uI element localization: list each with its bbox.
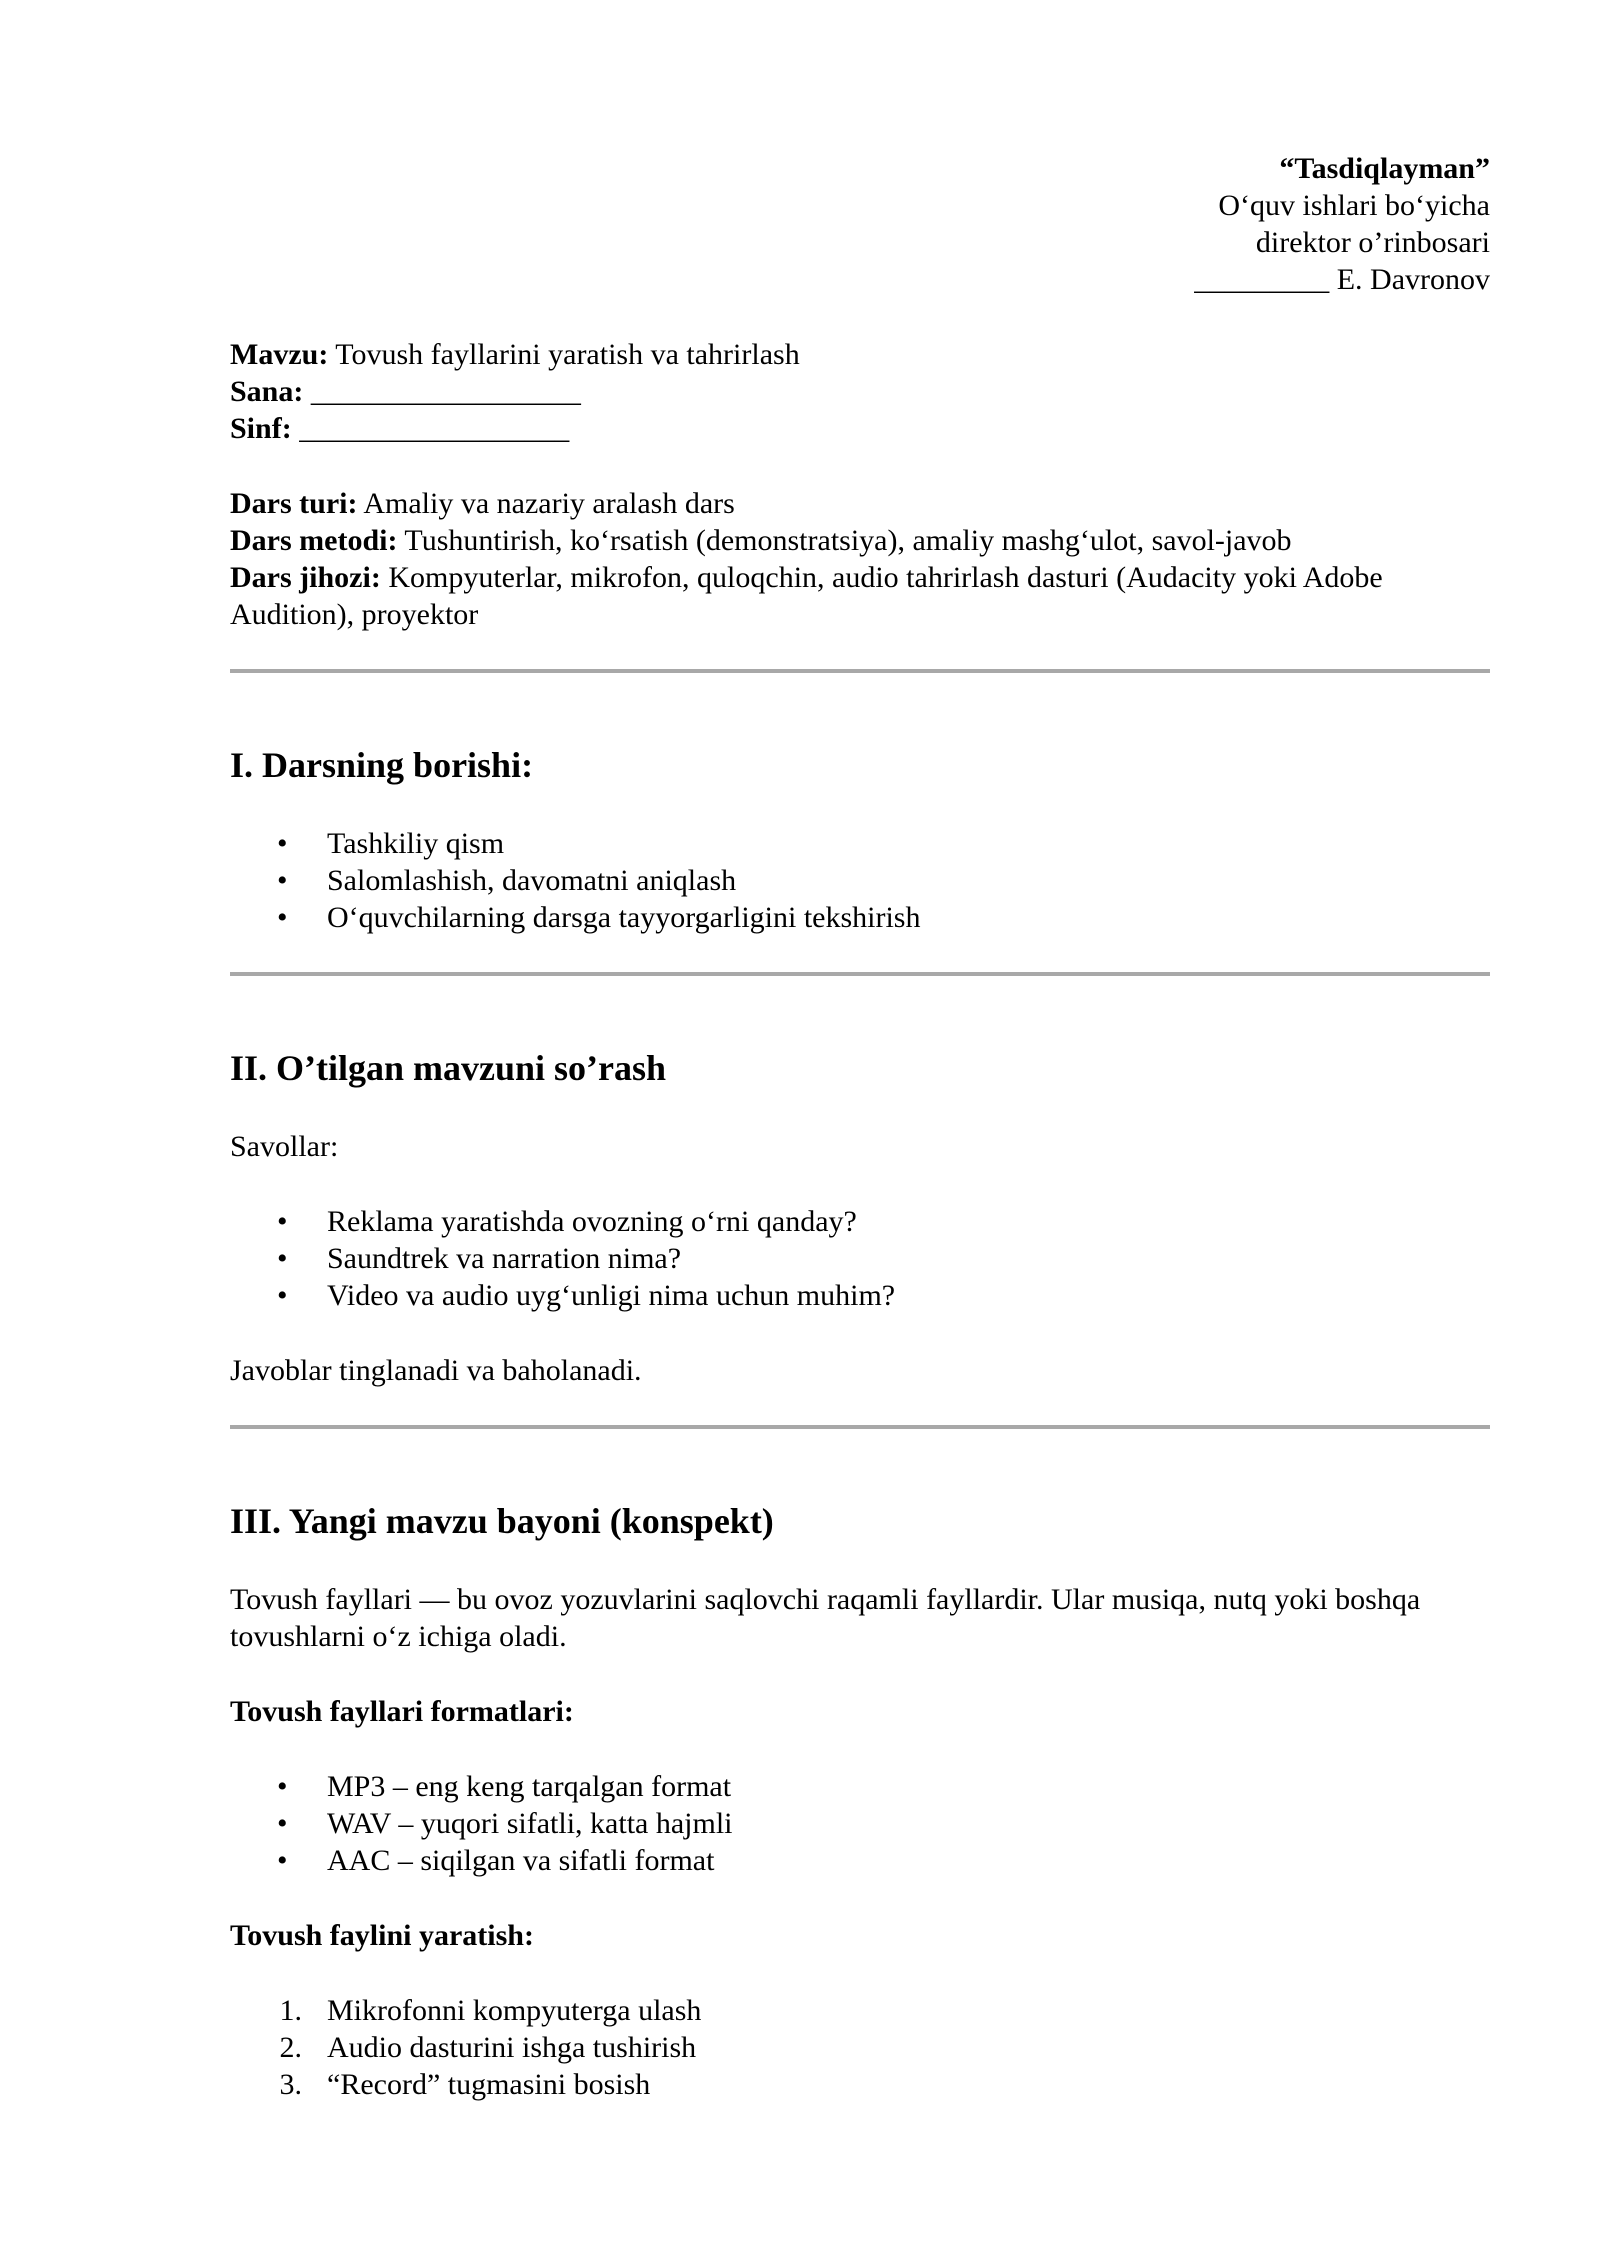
bullet-icon: • (277, 1770, 288, 1803)
approval-line-2: direktor o’rinbosari (1255, 226, 1490, 259)
list-item: • AAC – siqilgan va sifatli format (277, 1844, 715, 1877)
bullet-icon: • (277, 864, 288, 897)
divider-2 (230, 972, 1490, 976)
list-item: • WAV – yuqori sifatli, katta hajmli (277, 1807, 733, 1840)
list-item: • Reklama yaratishda ovozning o‘rni qanday? (277, 1205, 857, 1238)
approval-signature: _________ E. Davronov (1194, 263, 1490, 296)
bullet-icon: • (277, 1205, 288, 1238)
sinf-value: __________________ (291, 412, 570, 445)
bullet-icon: • (277, 1807, 288, 1840)
sinf-line (230, 410, 1490, 447)
document-page (230, 150, 1490, 2103)
section-2-intro: Savollar: (230, 1130, 339, 1163)
mavzu-label: Mavzu: (230, 338, 329, 371)
create-heading: Tovush faylini yaratish: (230, 1919, 534, 1952)
bullet-icon: • (277, 827, 288, 860)
sana-value: __________________ (303, 375, 581, 408)
dars-metodi-value: Tushuntirish, ko‘rsatish (demonstratsiya), amaliy mashg‘ulot, savol-javob (397, 524, 1292, 557)
dars-metodi-label: Dars metodi: (230, 524, 398, 557)
dars-metodi-line (230, 522, 1490, 559)
divider-3 (230, 1425, 1490, 1429)
section-2-heading: II. O’tilgan mavzuni so’rash (230, 1048, 667, 1088)
step-number: 1. (279, 1994, 302, 2027)
bullet-icon: • (277, 901, 288, 934)
sana-label: Sana: (230, 375, 304, 408)
list-item: • Salomlashish, davomatni aniqlash (277, 864, 737, 897)
formats-heading: Tovush fayllari formatlari: (230, 1695, 574, 1728)
formats-list (230, 1768, 1490, 1879)
section-3-intro: Tovush fayllari — bu ovoz yozuvlarini saqlovchi raqamli fayllardir. Ular musiqa, nutq yoki boshqa tovushlarni o‘z ichiga oladi. (230, 1583, 1421, 1653)
step-number: 2. (279, 2031, 302, 2064)
dars-jihozi-value: Kompyuterlar, mikrofon, quloqchin, audio tahrirlash dasturi (Audacity yoki Adobe Audition), proyektor (230, 561, 1383, 631)
section-1-heading: I. Darsning borishi: (230, 745, 534, 785)
list-item: 2. Audio dasturini ishga tushirish (230, 2029, 1490, 2066)
section-1-list (230, 825, 1490, 936)
bullet-icon: • (277, 1242, 288, 1275)
mavzu-line (230, 336, 1490, 373)
section-3-heading: III. Yangi mavzu bayoni (konspekt) (230, 1501, 774, 1541)
list-item: 1. Mikrofonni kompyuterga ulash (230, 1992, 1490, 2029)
lesson-meta (230, 336, 1490, 447)
dars-turi-line (230, 485, 1490, 522)
approval-title: “Tasdiqlayman” (1279, 152, 1490, 185)
section-2-list (230, 1203, 1490, 1314)
list-item: • MP3 – eng keng tarqalgan format (277, 1770, 732, 1803)
create-steps-list (230, 1992, 1490, 2103)
step-number: 3. (279, 2068, 302, 2101)
list-item: 3. “Record” tugmasini bosish (230, 2066, 1490, 2103)
list-item: • O‘quvchilarning darsga tayyorgarligini tekshirish (277, 901, 921, 934)
dars-jihozi-label: Dars jihozi: (230, 561, 381, 594)
list-item: • Video va audio uyg‘unligi nima uchun muhim? (277, 1279, 896, 1312)
divider-1 (230, 669, 1490, 673)
lesson-details (230, 485, 1490, 633)
bullet-icon: • (277, 1279, 288, 1312)
bullet-icon: • (277, 1844, 288, 1877)
list-item: • Tashkiliy qism (277, 827, 505, 860)
dars-jihozi-line (230, 559, 1490, 633)
sinf-label: Sinf: (230, 412, 292, 445)
mavzu-value: Tovush fayllarini yaratish va tahrirlash (328, 338, 800, 371)
section-2-outro: Javoblar tinglanadi va baholanadi. (230, 1354, 642, 1387)
dars-turi-label: Dars turi: (230, 487, 358, 520)
dars-turi-value: Amaliy va nazariy aralash dars (357, 487, 735, 520)
approval-line-1: O‘quv ishlari bo‘yicha (1218, 189, 1490, 222)
sana-line (230, 373, 1490, 410)
list-item: • Saundtrek va narration nima? (277, 1242, 682, 1275)
approval-block (230, 150, 1490, 298)
